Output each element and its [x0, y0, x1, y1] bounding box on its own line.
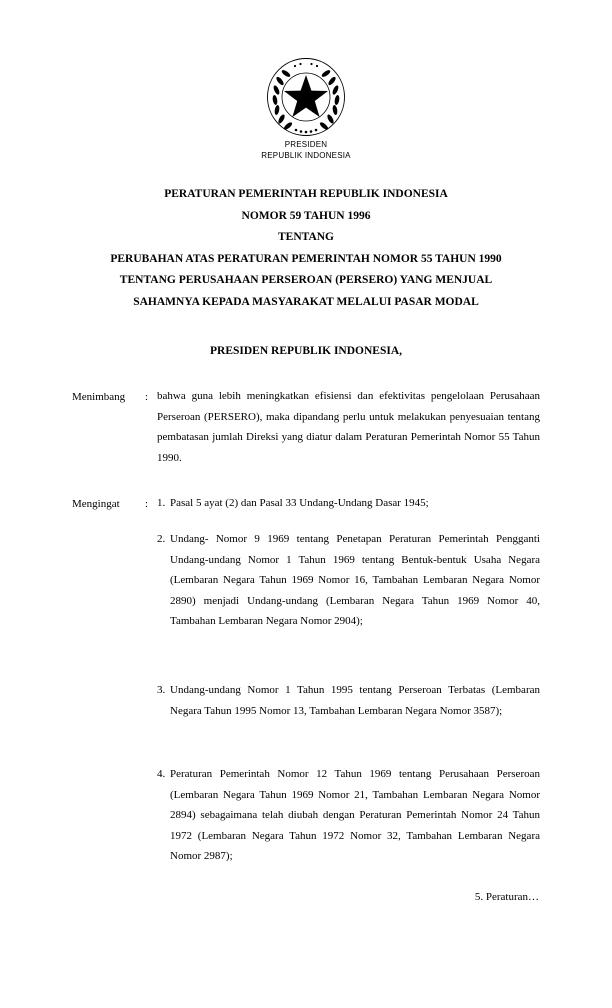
document-title [0, 184, 612, 313]
presidential-emblem-icon [265, 56, 347, 138]
menimbang-text: bahwa guna lebih meningkatkan efisiensi dan efektivitas pengelolaan Perusahaan Perseroan (PERSERO), maka dipandang perlu untuk melakukan penyesuaian tentang pembatasan jumlah Direksi yang diatur dalam Peraturan Pemerintah Nomor 55 Tahun 1990. [157, 390, 540, 464]
menimbang-colon: : [145, 391, 149, 403]
mengingat-colon: : [145, 498, 149, 510]
mengingat-item-3-number: 3. [157, 684, 166, 696]
mengingat-item-2-text: Undang- Nomor 9 1969 tentang Penetapan Peraturan Pemerintah Pengganti Undang-undang Nomor 1 Tahun 1969 tentang Bentuk-bentuk Usaha Negara (Lembaran Negara Tahun 1969 Nomor 16, Tambahan Lembaran Negara Nomor 2890) menjadi Undang-undang (Lembaran Negara Tahun 1969 Nomor 40, Tambahan Lembaran Negara Nomor 2904); [170, 533, 540, 628]
mengingat-item-3-text: Undang-undang Nomor 1 Tahun 1995 tentang Perseroan Terbatas (Lembaran Negara Tahun 1995 Nomor 13, Tambahan Lembaran Negara Nomor 3587); [170, 684, 540, 717]
president-heading: PRESIDEN REPUBLIK INDONESIA, [209, 345, 403, 357]
mengingat-item-1-number: 1. [157, 497, 166, 509]
title-line-4: PERUBAHAN ATAS PERATURAN PEMERINTAH NOMOR 55 TAHUN 1990 [110, 252, 502, 265]
menimbang-label: Menimbang [72, 391, 126, 403]
title-line-3: TENTANG [277, 231, 335, 243]
title-line-6: SAHAMNYA KEPADA MASYARAKAT MELALUI PASAR MODAL [133, 295, 479, 308]
title-line-1: PERATURAN PEMERINTAH REPUBLIK INDONESIA [164, 188, 448, 200]
mengingat-item-2-number: 2. [157, 533, 166, 545]
mengingat-label: Mengingat [72, 498, 120, 510]
emblem-caption-republik: REPUBLIK INDONESIA [261, 151, 351, 160]
mengingat-item-1-text: Pasal 5 ayat (2) dan Pasal 33 Undang-Undang Dasar 1945; [170, 497, 429, 509]
title-line-5: TENTANG PERUSAHAAN PERSEROAN (PERSERO) YANG MENJUAL [119, 274, 493, 286]
mengingat-item-4-text: Peraturan Pemerintah Nomor 12 Tahun 1969 tentang Perusahaan Perseroan (Lembaran Negara Tahun 1969 Nomor 21, Tambahan Lembaran Negara Nomor 2894) sebagaimana telah diubah dengan Peraturan Pemerintah Nomor 24 Tahun 1972 (Lembaran Negara Tahun 1972 Nomor 32, Tambahan Lembaran Negara Nomor 2987); [170, 768, 540, 863]
page-continuation: 5. Peraturan… [474, 891, 539, 903]
mengingat-item-4-number: 4. [157, 768, 166, 780]
emblem-caption-presiden: PRESIDEN [284, 140, 328, 149]
title-line-2: NOMOR 59 TAHUN 1996 [241, 209, 371, 222]
